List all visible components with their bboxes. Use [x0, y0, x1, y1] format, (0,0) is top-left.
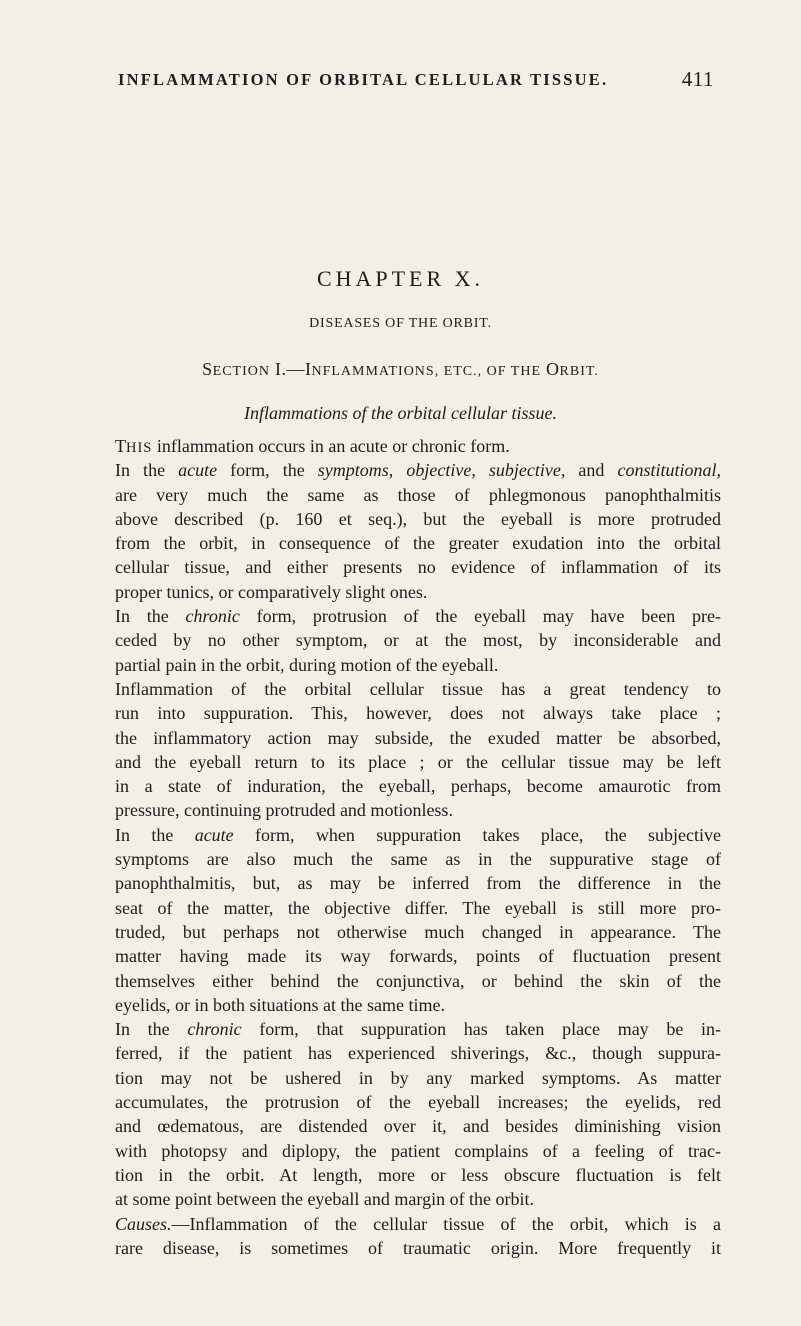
italic-term: Causes.	[115, 1213, 172, 1234]
text-line: above described (p. 160 et seq.), but the eyeball is more protruded	[115, 508, 721, 529]
body-text	[115, 434, 721, 1260]
text-line: in a state of induration, the eyeball, perhaps, become amaurotic from	[115, 776, 721, 797]
lead-small-caps: HIS	[126, 440, 153, 456]
text-line: cellular tissue, and either presents no evidence of inflammation of its	[115, 557, 721, 578]
text-line	[115, 823, 721, 847]
text-line: panophthalmitis, but, as may be inferred from the difference in the	[115, 873, 721, 894]
section-number: I.—I	[269, 359, 312, 379]
text-line: ferred, if the patient has experienced shiverings, &c., though suppura-	[115, 1043, 721, 1064]
text-line: truded, but perhaps not otherwise much changed in appearance. The	[115, 921, 721, 942]
italic-term: chronic	[187, 1019, 242, 1040]
line-text: In the	[115, 606, 186, 627]
section-title-end: O	[541, 359, 560, 379]
paragraph	[115, 458, 721, 604]
running-head-title: INFLAMMATION OF ORBITAL CELLULAR TISSUE.	[118, 70, 609, 89]
text-line: tion in the orbit. At length, more or less obscure fluctuation is felt	[115, 1164, 721, 1185]
section-heading	[0, 359, 801, 380]
section-subheading: Inflammations of the orbital cellular tissue.	[244, 403, 557, 423]
text-line: and the eyeball return to its place ; or the cellular tissue may be left	[115, 751, 721, 772]
running-head	[118, 67, 714, 94]
text-line: themselves either behind the conjunctiva, or behind the skin of the	[115, 970, 721, 991]
chapter-subtitle: DISEASES OF THE ORBIT.	[309, 316, 492, 331]
line-text: —Inflammation of the cellular tissue of the orbit, which is a	[171, 1213, 721, 1234]
text-line	[115, 604, 721, 628]
text-line: and œdematous, are distended over it, and besides diminishing vision	[115, 1116, 721, 1137]
line-text: In the	[115, 824, 195, 845]
text-line	[115, 458, 721, 482]
text-line: pressure, continuing protruded and motionless.	[115, 800, 453, 821]
text-line: run into suppuration. This, however, does not always take place ;	[115, 703, 721, 724]
text-line: seat of the matter, the objective differ. The eyeball is still more pro-	[115, 897, 721, 918]
paragraph	[115, 1212, 721, 1261]
text-line	[115, 434, 721, 458]
text-line: tion may not be ushered in by any marked symptoms. As matter	[115, 1067, 721, 1088]
section-lead: S	[202, 359, 213, 379]
text-line: at some point between the eyeball and margin of the orbit.	[115, 1189, 535, 1210]
text-line: partial pain in the orbit, during motion of the eyeball.	[115, 654, 499, 675]
line-text: and	[565, 460, 618, 481]
line-text: form, the	[217, 460, 318, 481]
section-title-end-sc: RBIT.	[559, 364, 599, 379]
paragraph	[115, 677, 721, 823]
text-line: the inflammatory action may subside, the exuded matter be absorbed,	[115, 727, 721, 748]
chapter-heading: CHAPTER X.	[316, 266, 485, 291]
paragraph	[115, 1017, 721, 1211]
section-title: NFLAMMATIONS, ETC., OF THE	[311, 364, 542, 379]
line-text: In the	[115, 1019, 188, 1040]
text-line	[115, 1212, 721, 1236]
text-line: with photopsy and diplopy, the patient complains of a feeling of trac-	[115, 1140, 721, 1161]
italic-term: constitutional,	[617, 460, 721, 481]
italic-term: acute	[178, 460, 218, 481]
paragraph	[115, 604, 721, 677]
section-word: ECTION	[212, 364, 270, 379]
text-line: symptoms are also much the same as in the suppurative stage of	[115, 849, 721, 870]
text-line: eyelids, or in both situations at the same time.	[115, 994, 445, 1015]
paragraph	[115, 434, 721, 458]
text-line: accumulates, the protrusion of the eyeball increases; the eyelids, red	[115, 1092, 721, 1113]
italic-term: acute	[194, 824, 234, 845]
text-line: proper tunics, or comparatively slight ones.	[115, 581, 428, 602]
text-line: ceded by no other symptom, or at the most, by inconsiderable and	[115, 630, 721, 651]
page-number: 411	[681, 67, 714, 91]
italic-term: chronic	[185, 606, 240, 627]
text-line	[115, 1017, 721, 1041]
line-text: form, that suppuration has taken place may be in-	[241, 1019, 721, 1040]
text-line: are very much the same as those of phlegmonous panophthalmitis	[115, 484, 721, 505]
italic-term: symptoms, objective, subjective,	[317, 460, 566, 481]
text-line: rare disease, is sometimes of traumatic origin. More frequently it	[115, 1237, 721, 1258]
line-text: inflammation occurs in an acute or chronic form.	[152, 436, 510, 456]
text-line: Inflammation of the orbital cellular tissue has a great tendency to	[115, 678, 721, 699]
line-text: form, protrusion of the eyeball may have been pre-	[239, 606, 721, 627]
paragraph	[115, 823, 721, 1017]
text-line: matter having made its way forwards, points of fluctuation present	[115, 946, 721, 967]
drop-lead: T	[115, 436, 126, 456]
text-line: from the orbit, in consequence of the greater exudation into the orbital	[115, 533, 721, 554]
line-text: form, when suppuration takes place, the subjective	[233, 824, 722, 845]
line-text: In the	[115, 460, 179, 481]
